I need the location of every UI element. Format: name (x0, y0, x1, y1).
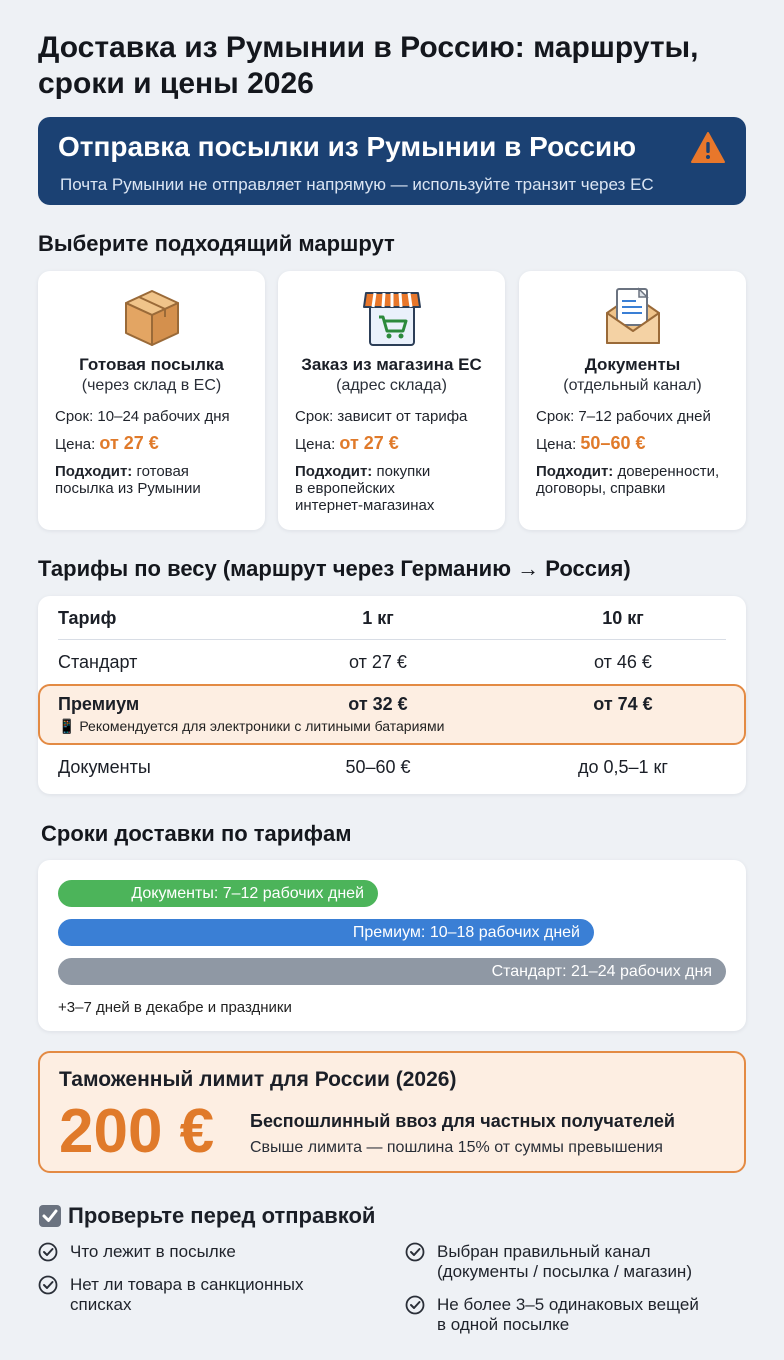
checklist-text: Нет ли товара в санкционных (70, 1275, 304, 1294)
premium-note: 📱 Рекомендуется для электроники с литиными батариями (58, 718, 445, 734)
route-card-documents[interactable] (519, 271, 746, 530)
price-value: от 27 € (99, 433, 159, 453)
card-fit (55, 463, 257, 497)
card-title: Документы (584, 355, 681, 374)
customs-limit-panel (38, 1051, 746, 1173)
customs-heading: Таможенный лимит для России (2026) (59, 1068, 457, 1091)
checklist-text: Выбран правильный канал (437, 1242, 651, 1261)
route-card-parcel[interactable] (38, 271, 265, 530)
tariff-table (38, 596, 746, 794)
fit-line: интернет-магазинах (295, 497, 435, 514)
fit-line: в европейских (295, 480, 395, 497)
envelope-icon (601, 285, 665, 349)
price-1kg: от 27 € (349, 652, 407, 672)
check-circle-icon (38, 1242, 58, 1262)
tariff-name: Документы (58, 757, 151, 777)
store-icon (360, 285, 424, 349)
column-header: 1 кг (362, 608, 394, 628)
fit-line: посылка из Румынии (55, 480, 201, 497)
card-term: Срок: 10–24 рабочих дня (55, 408, 230, 425)
tariffs-heading: Тарифы по весу (маршрут через Германию → Россия) (38, 556, 631, 581)
route-card-shop[interactable] (278, 271, 505, 530)
info-banner (38, 117, 746, 205)
card-fit (536, 463, 738, 497)
banner-subtitle: Почта Румынии не отправляет напрямую — используйте транзит через ЕС (60, 175, 654, 194)
times-heading: Сроки доставки по тарифам (41, 821, 352, 846)
price-label: Цена: (536, 436, 581, 453)
timeline-bar-premium: Премиум: 10–18 рабочих дней (58, 919, 594, 946)
price-value: от 27 € (339, 433, 399, 453)
price-1kg: от 32 € (348, 694, 408, 714)
checklist-text: Не более 3–5 одинаковых вещей (437, 1295, 699, 1314)
checklist-text: списках (70, 1295, 132, 1314)
checklist-text: (документы / посылка / магазин) (437, 1262, 692, 1281)
checklist-item (405, 1295, 699, 1335)
customs-main-text: Беспошлинный ввоз для частных получателей (250, 1111, 675, 1131)
check-circle-icon (38, 1275, 58, 1295)
price-label: Цена: (55, 436, 100, 453)
fit-label: Подходит: (55, 463, 133, 480)
column-header: 10 кг (602, 608, 644, 628)
card-price (536, 433, 738, 454)
card-fit (295, 463, 497, 514)
checkbox-icon (38, 1204, 62, 1228)
card-subtitle: (отдельный канал) (563, 377, 702, 394)
checklist-heading (38, 1203, 375, 1229)
card-title: Готовая посылка (79, 355, 224, 374)
page-title: Доставка из Румынии в Россию: маршруты, сроки и цены 2026 (38, 31, 699, 100)
header-divider (58, 639, 726, 640)
card-term: Срок: зависит от тарифа (295, 408, 468, 425)
check-circle-icon (405, 1295, 425, 1315)
card-subtitle: (через склад в ЕС) (81, 377, 222, 394)
fit-line: договоры, справки (536, 480, 666, 497)
fit-line: готовая (132, 463, 189, 480)
price-10kg: от 74 € (593, 694, 653, 714)
card-subtitle: (адрес склада) (336, 377, 447, 394)
price-label: Цена: (295, 436, 340, 453)
price-10kg: от 46 € (594, 652, 652, 672)
fit-line: покупки (372, 463, 431, 480)
tariff-name: Стандарт (58, 652, 138, 672)
routes-heading: Выберите подходящий маршрут (38, 231, 395, 256)
check-circle-icon (405, 1242, 425, 1262)
checklist-heading-text: Проверьте перед отправкой (68, 1203, 376, 1228)
delivery-times-panel (38, 860, 746, 1031)
checklist-item (38, 1275, 304, 1315)
checklist-text: Что лежит в посылке (70, 1242, 236, 1261)
card-price (55, 433, 257, 454)
timeline-bar-standard: Стандарт: 21–24 рабочих дня (58, 958, 726, 985)
fit-label: Подходит: (295, 463, 373, 480)
customs-sub-text: Свыше лимита — пошлина 15% от суммы превышения (250, 1139, 663, 1156)
card-term: Срок: 7–12 рабочих дней (536, 408, 711, 425)
price-10kg: до 0,5–1 кг (578, 757, 668, 777)
fit-label: Подходит: (536, 463, 614, 480)
warning-icon (690, 131, 726, 165)
price-1kg: 50–60 € (345, 757, 411, 777)
card-title: Заказ из магазина ЕС (301, 355, 482, 374)
holiday-note: +3–7 дней в декабре и праздники (58, 999, 292, 1016)
card-price (295, 433, 497, 454)
checklist-item (405, 1242, 692, 1282)
column-header: Тариф (58, 608, 117, 628)
box-icon (120, 285, 184, 349)
checklist-item (38, 1242, 236, 1262)
checklist-text: в одной посылке (437, 1315, 570, 1334)
customs-amount: 200 € (59, 1097, 215, 1166)
tariff-name: Премиум (58, 694, 140, 714)
price-value: 50–60 € (580, 433, 646, 453)
banner-title: Отправка посылки из Румынии в Россию (58, 131, 637, 162)
fit-line: доверенности, (613, 463, 720, 480)
timeline-bar-documents: Документы: 7–12 рабочих дней (58, 880, 378, 907)
